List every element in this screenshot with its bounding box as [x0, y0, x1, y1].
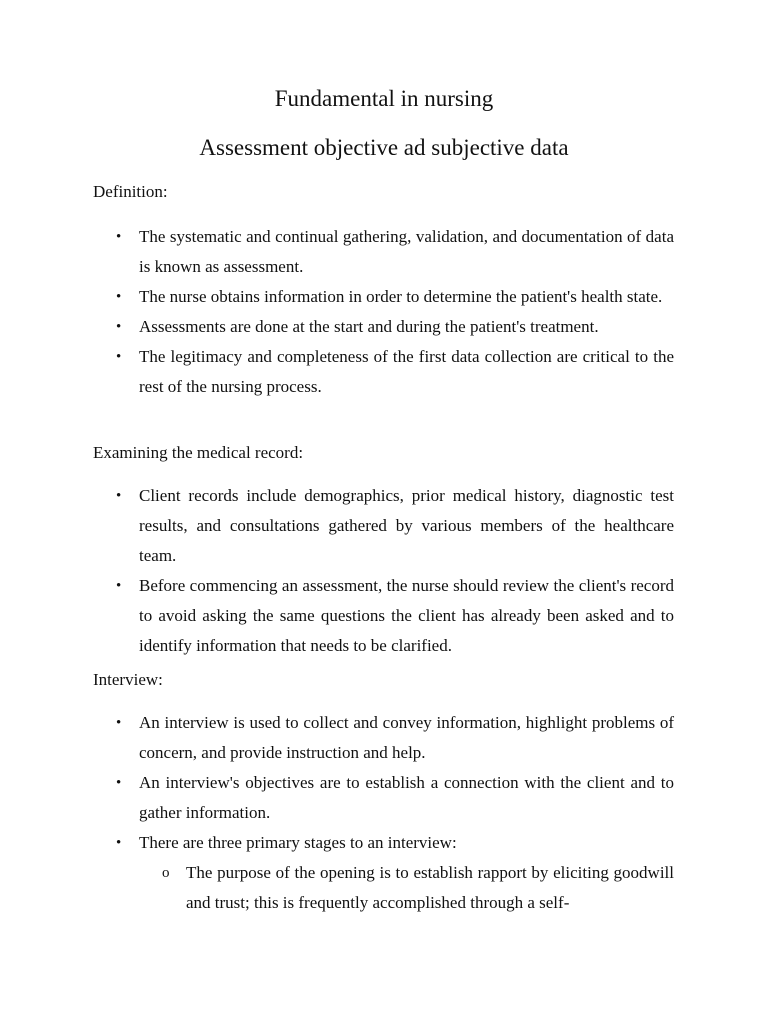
list-item-text: Client records include demographics, prior medical history, diagnostic test results, and consultations gathered by various members of the healthcare team. [139, 486, 674, 565]
document-title: Fundamental in nursing [274, 86, 494, 111]
bullet-icon: • [116, 229, 122, 245]
list-item-text: An interview is used to collect and convey information, highlight problems of concern, and provide instruction and help. [139, 713, 674, 762]
interview-stages-sublist [0, 858, 768, 918]
sublist-item-text: The purpose of the opening is to establish rapport by eliciting goodwill and trust; this is frequently accomplished through a self- [186, 863, 674, 912]
definition-list [0, 222, 768, 402]
section-heading-definition: Definition: [93, 182, 168, 201]
bullet-icon: • [116, 715, 122, 731]
interview-list [0, 708, 768, 918]
bullet-icon: • [116, 289, 122, 305]
sublist-container [0, 858, 768, 918]
list-item [0, 828, 674, 858]
sublist-item [0, 858, 674, 918]
list-item [0, 222, 674, 282]
list-item [0, 312, 674, 342]
list-item [0, 708, 674, 768]
list-item [0, 342, 674, 402]
section-heading-interview: Interview: [93, 670, 163, 689]
list-item-text: The legitimacy and completeness of the first data collection are critical to the rest of the nursing process. [139, 347, 674, 396]
bullet-icon: • [116, 835, 122, 851]
bullet-icon: • [116, 319, 122, 335]
bullet-icon: • [116, 578, 122, 594]
list-item-text: Assessments are done at the start and during the patient's treatment. [139, 317, 599, 336]
hollow-bullet-icon: o [162, 865, 170, 881]
bullet-icon: • [116, 349, 122, 365]
list-item [0, 481, 674, 571]
bullet-icon: • [116, 775, 122, 791]
list-item-text: An interview's objectives are to establish a connection with the client and to gather information. [139, 773, 674, 822]
list-item [0, 768, 674, 828]
list-item-text: There are three primary stages to an interview: [139, 833, 457, 852]
list-item-text: The nurse obtains information in order to determine the patient's health state. [139, 287, 663, 306]
list-item-text: Before commencing an assessment, the nurse should review the client's record to avoid asking the same questions the client has already been asked and to identify information that needs to be clarified. [139, 576, 674, 655]
list-item [0, 571, 674, 661]
list-item-text: The systematic and continual gathering, validation, and documentation of data is known as assessment. [139, 227, 674, 276]
medical-record-list [0, 481, 768, 661]
list-item [0, 282, 674, 312]
bullet-icon: • [116, 488, 122, 504]
section-heading-medical-record: Examining the medical record: [93, 443, 304, 462]
document-subtitle: Assessment objective ad subjective data [199, 135, 569, 160]
